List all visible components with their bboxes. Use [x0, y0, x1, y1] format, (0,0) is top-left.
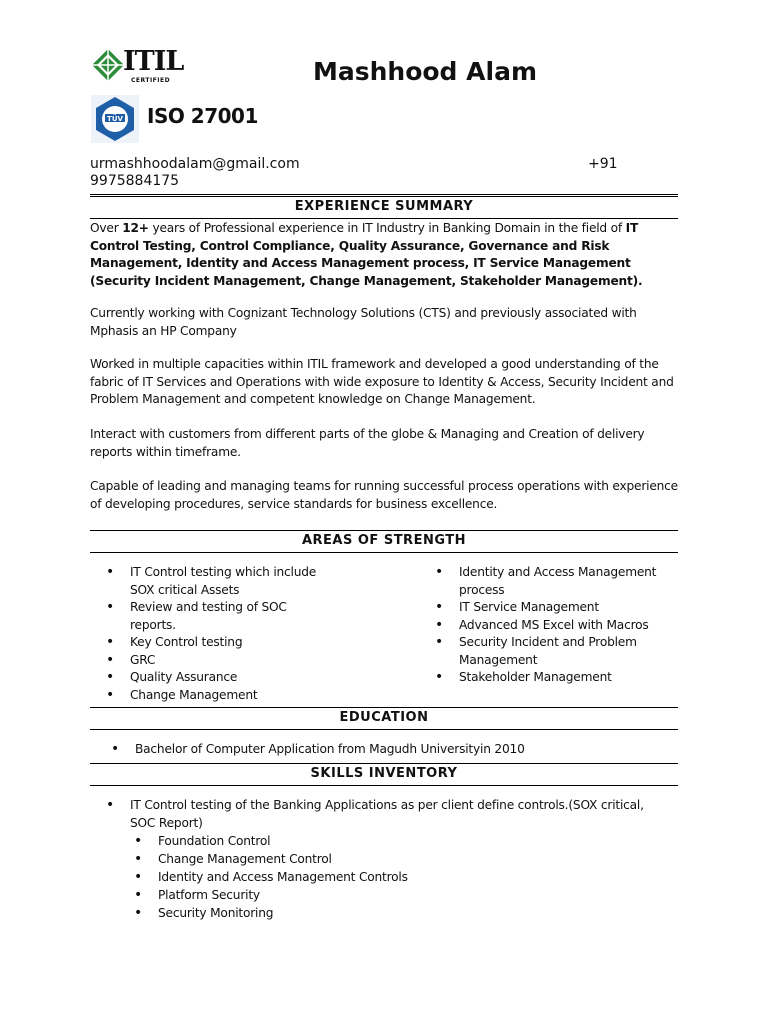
skills-inventory-heading: SKILLS INVENTORY — [90, 763, 678, 786]
list-item: • Platform Security — [134, 886, 634, 904]
experience-summary-heading: EXPERIENCE SUMMARY — [90, 194, 678, 219]
list-item: • Advanced MS Excel with Macros — [435, 617, 665, 635]
tuv-logo-text: TÜV — [107, 115, 123, 123]
candidate-name: Mashhood Alam — [312, 57, 537, 86]
experience-paragraph-1 — [90, 220, 680, 290]
list-item: • Quality Assurance — [106, 669, 336, 687]
p1-text-a: Over — [90, 221, 123, 235]
phone-prefix: +91 — [588, 156, 618, 172]
experience-paragraph-2: Currently working with Cognizant Technology Solutions (CTS) and previously associated with Mphasis an HP Company — [90, 306, 637, 338]
list-item: • GRC — [106, 652, 336, 670]
list-item: • Stakeholder Management — [435, 669, 665, 687]
strengths-left-list — [106, 564, 336, 704]
iso-certification-label: ISO 27001 — [147, 104, 258, 128]
experience-paragraph-3: Worked in multiple capacities within ITIL framework and developed a good understanding of the fabric of IT Services and Operations with wide exposure to Identity & Access, Security Incident and Problem Management and competent knowledge on Change Management. — [90, 357, 674, 406]
experience-paragraph-4: Interact with customers from different parts of the globe & Managing and Creation of delivery reports within timeframe. — [90, 427, 645, 459]
list-item: • Change Management Control — [134, 850, 634, 868]
p1-domains: IT Control Testing, Control Compliance, Quality Assurance, Governance and Risk Management, Identity and Access Management process, IT Service Management (Security Incident Management, Change Management, Stakeholder Management). — [90, 221, 643, 288]
areas-of-strength-heading: AREAS OF STRENGTH — [90, 530, 678, 553]
list-item: • Identity and Access Management process — [435, 564, 665, 599]
phone-number: 9975884175 — [90, 173, 180, 189]
p1-years: 12+ — [122, 221, 149, 235]
list-item: • Key Control testing — [106, 634, 336, 652]
list-item: • Identity and Access Management Controls — [134, 868, 634, 886]
education-list — [111, 741, 671, 759]
itil-logo-text: ITIL — [123, 46, 184, 77]
education-heading: EDUCATION — [90, 707, 678, 730]
list-item: • IT Control testing of the Banking Applications as per client define controls.(SOX critical, SOC Report) — [106, 797, 666, 832]
skills-sub-list — [134, 832, 634, 922]
list-item: • Bachelor of Computer Application from Magudh Universityin 2010 — [111, 741, 671, 759]
experience-paragraph-5: Capable of leading and managing teams for running successful process operations with experience of developing procedures, service standards for business excellence. — [90, 479, 678, 511]
list-item: • Security Incident and Problem Management — [435, 634, 665, 669]
list-item: • Security Monitoring — [134, 904, 634, 922]
itil-logo-subtext: CERTIFIED — [131, 77, 171, 84]
skills-list — [106, 797, 666, 832]
strengths-right-list — [435, 564, 665, 687]
list-item: • IT Service Management — [435, 599, 665, 617]
list-item: • Review and testing of SOC reports. — [106, 599, 336, 634]
list-item: • Change Management — [106, 687, 336, 705]
tuv-certification-icon — [91, 95, 139, 143]
p1-text-c: years of Professional experience in IT Industry in Banking Domain in the field of — [148, 221, 626, 235]
list-item: • Foundation Control — [134, 832, 634, 850]
email-address: urmashhoodalam@gmail.com — [90, 156, 300, 172]
list-item: • IT Control testing which include SOX critical Assets — [106, 564, 336, 599]
